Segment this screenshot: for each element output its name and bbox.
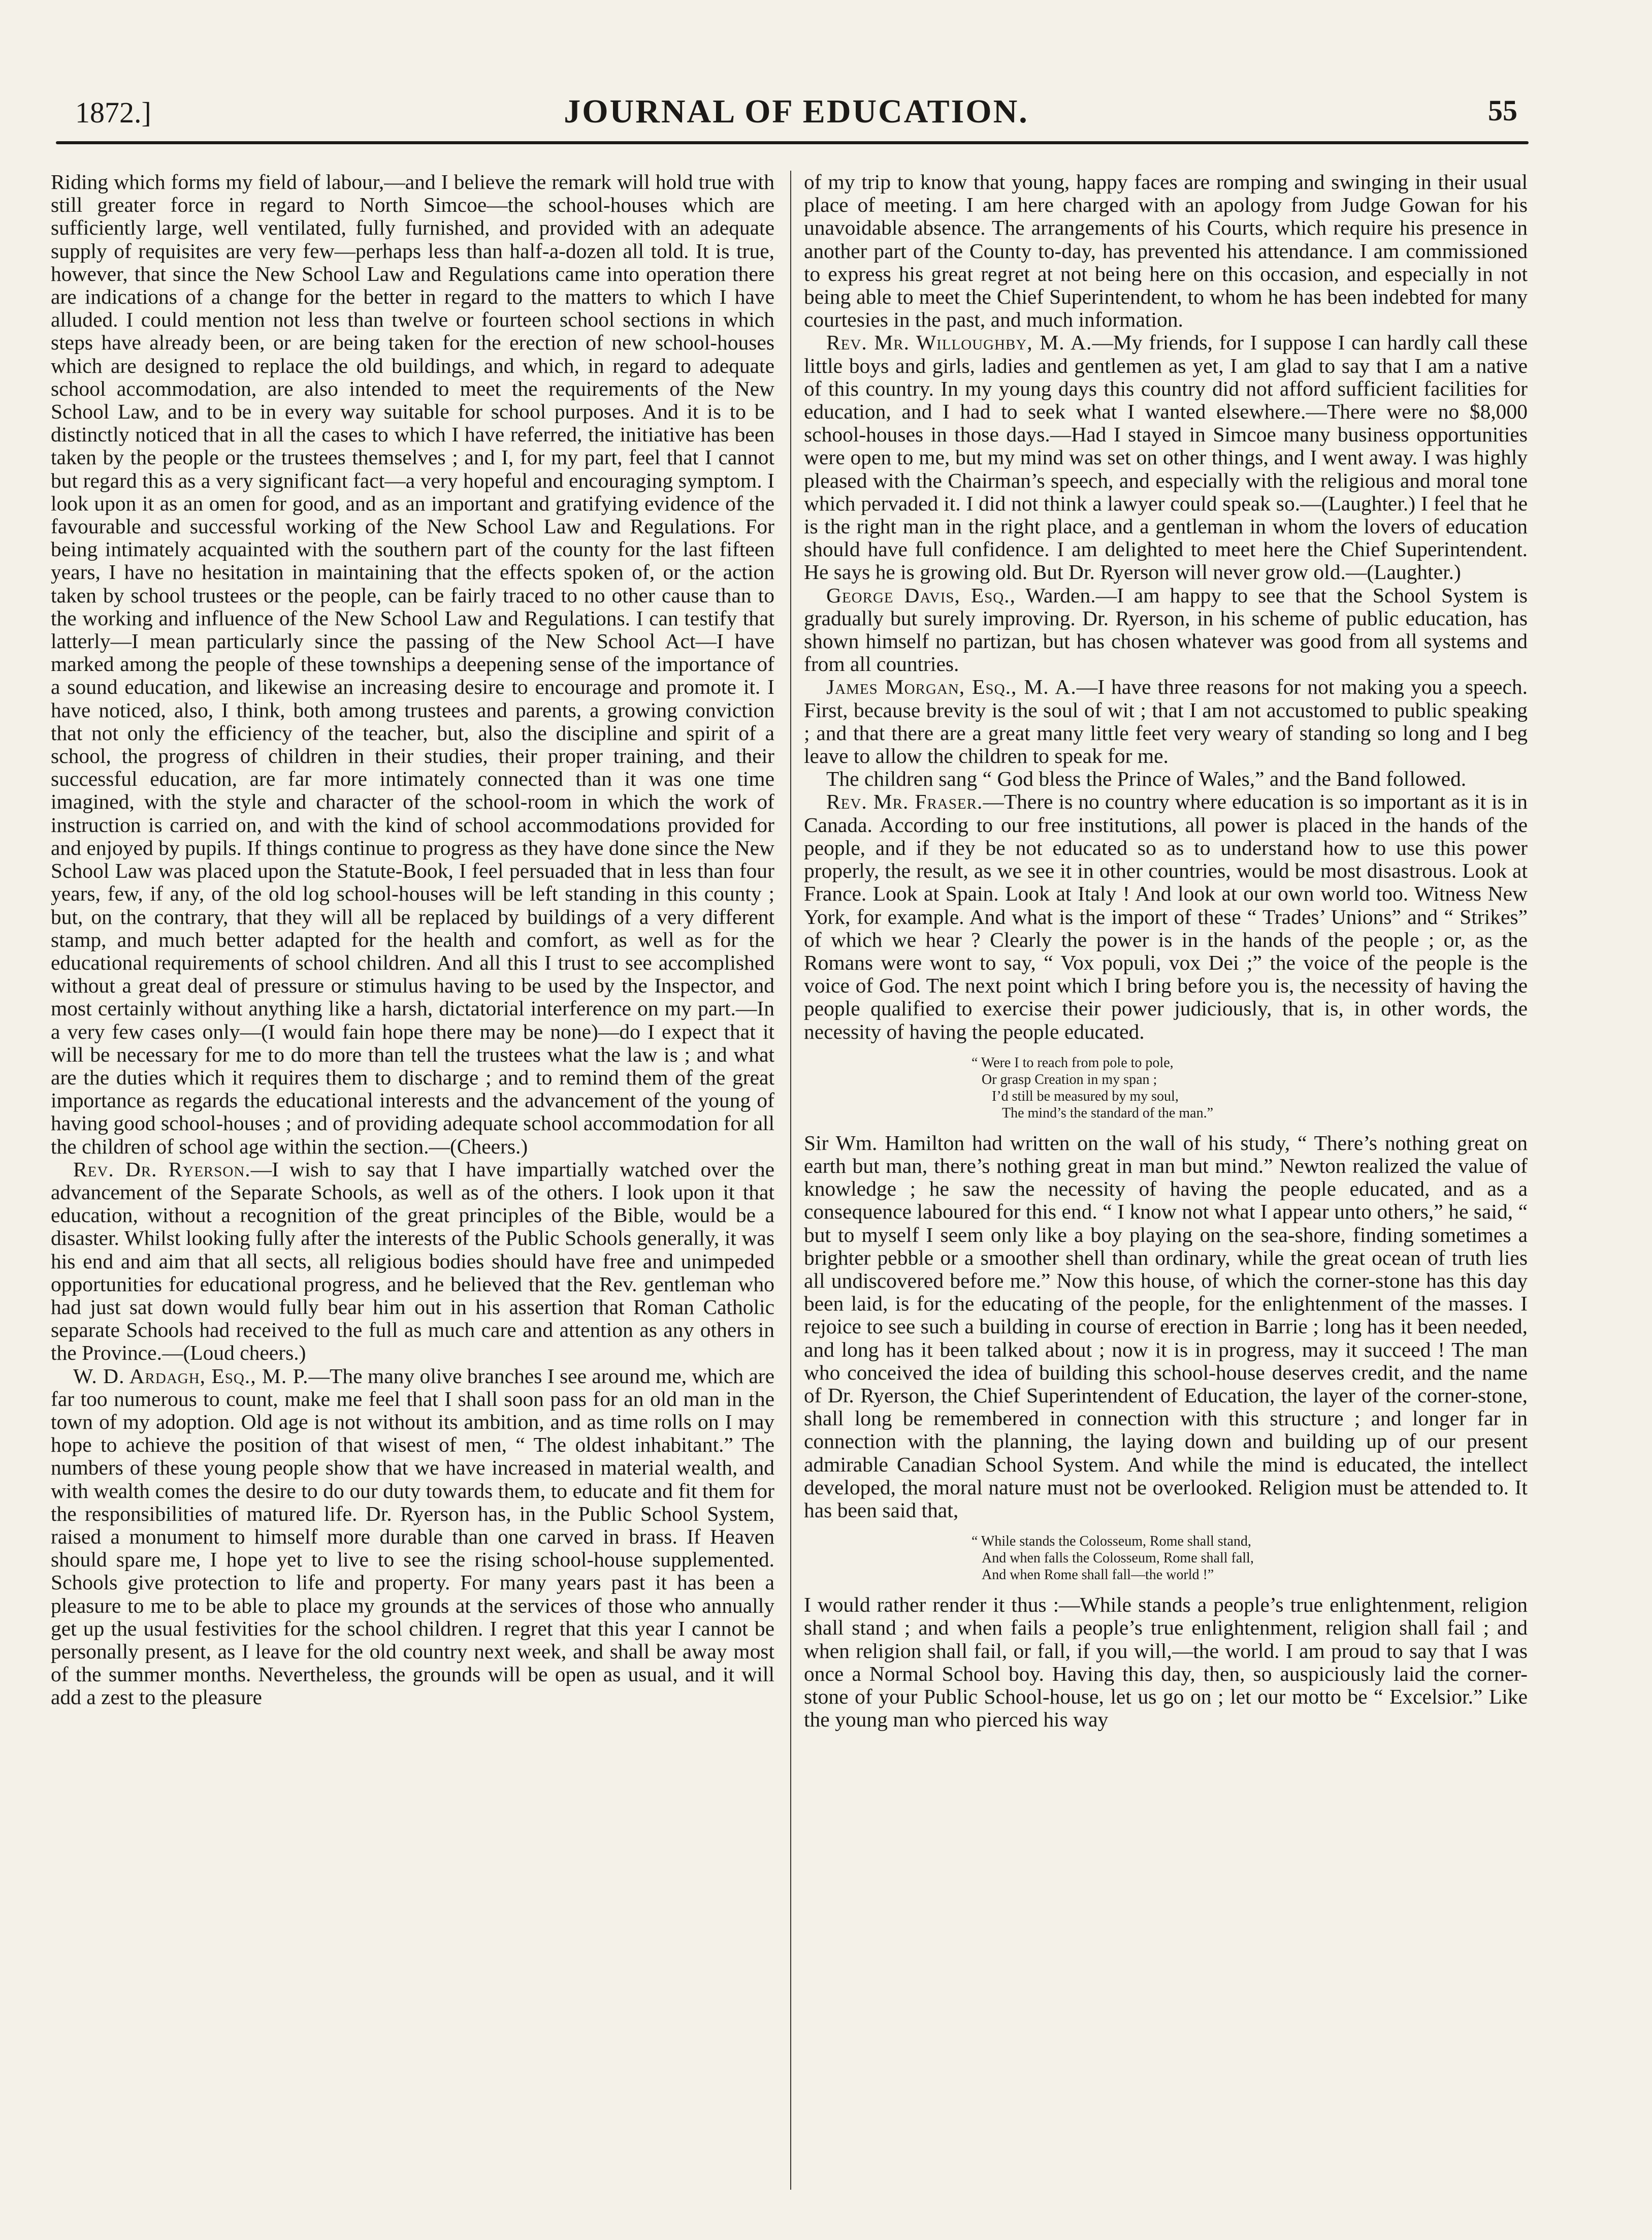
verse-quote xyxy=(804,1054,1528,1122)
paragraph xyxy=(51,1158,774,1365)
verse-quote xyxy=(804,1533,1528,1583)
verse-line: “ Were I to reach from pole to pole, xyxy=(971,1054,1174,1071)
verse-line: Or grasp Creation in my span ; xyxy=(982,1071,1157,1087)
verse-line: “ While stands the Colosseum, Rome shall stand, xyxy=(971,1533,1251,1550)
speech-text: —There is no country where education is so important as it is in Canada. According to our free institutions, all power is placed in the hands of the people, and if they be not educated so as to understand how to use this power properly, the result, as we see it in other countries, would be most disastrous. Look at France. Look at Spain. Look at Italy ! And look at our own world too. Witness New York, for example. And what is the import of these “ Trades’ Unions” and “ Strikes” of which we hear ? Clearly the power is in the hands of the people ; or, as the Romans were wont to say, “ Vox populi, vox Dei ;” the voice of the people is the voice of God. The next point which I bring before you is, the necessity of having the people qualified to exercise their power judiciously, that is, in other words, the necessity of having the people educated. xyxy=(804,790,1528,1043)
paragraph xyxy=(804,790,1528,1043)
header-rule xyxy=(56,141,1529,144)
paragraph: Riding which forms my field of labour,—and I believe the remark will hold true with still greater force in regard to North Simcoe—the school-houses which are sufficiently large, well ventilated, fully furnished, and provided with an adequate supply of requisites are very few—perhaps less than half-a-dozen all told. It is true, however, that since the New School Law and Regulations came into operation there are indications of a change for the better in regard to the matters to which I have alluded. I could mention not less than twelve or fourteen school sections in which steps have already been, or are being taken for the erection of new school-houses which are designed to replace the old buildings, and which, in regard to adequate school accommodation, are also intended to meet the requirements of the New School Law, and to be in every way suitable for school purposes. And it is to be distinctly noticed that in all the cases to which I have referred, the initiative has been taken by the people or the trustees themselves ; and I, for my part, feel that I cannot but regard this as a very significant fact—a very hopeful and encouraging symptom. I look upon it as an omen for good, and as an important and gratifying evidence of the favourable and successful working of the New School Law and Regulations. For being intimately acquainted with the southern part of the county for the last fifteen years, I have no hesitation in maintaining that the effects spoken of, or the action taken by school trustees or the people, can be fairly traced to no other cause than to the working and influence of the New School Law and Regulations. I can testify that latterly—I mean particularly since the passing of the New School Act—I have marked among the people of these townships a deepening sense of the importance of a sound education, and likewise an increasing desire to encourage and promote it. I have noticed, also, I think, both among trustees and parents, a growing conviction that not only the efficiency of the teacher, but, also the discipline and spirit of a school, the progress of children in their studies, their proper training, and their successful education, are far more intimately connected than it was one time imagined, with the style and character of the school-room in which the work of instruction is carried on, and with the kind of school accommodations provided for and enjoyed by pupils. If things continue to progress as they have done since the New School Law was placed upon the Statute-Book, I feel persuaded that in less than four years, few, if any, of the old log school-houses will be left standing in this county ; but, on the contrary, that they will all be replaced by buildings of a very different stamp, and much better adapted for the health and comfort, as well as for the educational requirements of school children. And all this I trust to see accomplished without a great deal of pressure or stimulus having to be used by the Inspector, and most certainly without anything like a harsh, dictatorial interference on my part.—In a very few cases only—(I would fain hope there may be none)—do I expect that it will be necessary for me to do more than tell the trustees what the law is ; and what are the duties which it requires them to discharge ; and to remind them of the great importance as regards the educational interests and the advancement of the young of having good school-houses ; and of providing adequate school accommodation for all the children of school age within the section.—(Cheers.) xyxy=(51,170,774,1158)
paragraph: I would rather render it thus :—While stands a people’s true enlightenment, religion shall stand ; and when fails a people’s true enlightenment, religion shall fail ; and when religion shall fail, or fall, if you will,—the world. I am proud to say that I was once a Normal School boy. Having this day, then, so auspiciously laid the corner-stone of your Public School-house, let us go on ; let our motto be “ Excelsior.” Like the young man who pierced his way xyxy=(804,1593,1528,1732)
speaker-name: Rev. Mr. Willoughby, M. A. xyxy=(826,331,1092,355)
verse-line: And when Rome shall fall—the world !” xyxy=(982,1567,1214,1583)
speaker-name: Rev. Dr. Ryerson. xyxy=(73,1157,251,1181)
journal-title: JOURNAL OF EDUCATION. xyxy=(564,93,1029,130)
speech-text: Warden.—I am happy to see that the School System is gradually but surely improving. Dr. Ryerson, in his scheme of public education, has shown himself no partizan, but has chosen whatever was good from all systems and from all countries. xyxy=(804,583,1528,676)
paragraph xyxy=(51,1365,774,1709)
left-column xyxy=(51,171,774,1709)
speech-text: —My friends, for I suppose I can hardly call these little boys and girls, ladies and gentlemen as yet, I am glad to say that I am a native of this country. In my young days this country did not afford sufficient facilities for education, and I had to seek what I wanted elsewhere.—There were no $8,000 school-houses in those days.—Had I stayed in Simcoe many business opportunities were open to me, but my mind was set on other things, and I went away. I was highly pleased with the Chairman’s speech, and especially with the religious and moral tone which pervaded it. I did not think a lawyer could speak so.—(Laughter.) I feel that he is the right man in the right place, and a gentleman in whom the lovers of education should have full confidence. I am delighted to meet here the Chief Superintendent. He says he is growing old. But Dr. Ryerson will never grow old.—(Laughter.) xyxy=(804,331,1528,584)
paragraph xyxy=(804,331,1528,584)
header-year: 1872.] xyxy=(75,96,151,129)
paragraph xyxy=(804,676,1528,767)
speaker-name: W. D. Ardagh, Esq., M. P. xyxy=(73,1364,309,1388)
verse-line: The mind’s the standard of the man.” xyxy=(1002,1105,1213,1121)
speech-text: —I wish to say that I have impartially watched over the advancement of the Separate Schools, as well as of the others. I look upon it that education, without a recognition of the great principles of the Bible, would be a disaster. Whilst looking fully after the interests of the Public Schools generally, it was his end and aim that all sects, all religious bodies should have free and unimpeded opportunities for educational progress, and he believed that the Rev. gentleman who had just sat down would fully bear him out in his assertion that Roman Catholic separate Schools had received to the full as much care and attention as any others in the Province.—(Loud cheers.) xyxy=(51,1157,774,1365)
page-header xyxy=(75,90,1517,146)
speech-text: —I have three reasons for not making you a speech. First, because brevity is the soul of wit ; that I am not accustomed to public speaking ; and that there are a great many little feet very weary of standing so long and I beg leave to allow the children to speak for me. xyxy=(804,675,1528,768)
speaker-name: Rev. Mr. Fraser. xyxy=(826,790,983,814)
right-column xyxy=(804,171,1528,1731)
page-number: 55 xyxy=(1488,94,1517,127)
paragraph xyxy=(804,584,1528,676)
speech-text: —The many olive branches I see around me, which are far too numerous to count, make me feel that I shall soon pass for an old man in the town of my adoption. Old age is not without its ambition, and as time rolls on I may hope to achieve the position of that wisest of men, “ The oldest inhabitant.” The numbers of these young people show that we have increased in material wealth, and with wealth comes the desire to do our duty towards them, to educate and fit them for the responsibilities of matured life. Dr. Ryerson has, in the Public School System, raised a monument to himself more durable than one carved in brass. If Heaven should spare me, I hope yet to live to see the rising school-house supplemented. Schools give protection to life and property. For many years past it has been a pleasure to me to be able to place my grounds at the services of those who annually get up the usual festivities for the school children. I regret that this year I cannot be personally present, as I leave for the old country next week, and shall be away most of the summer months. Nevertheless, the grounds will be open as usual, and it will add a zest to the pleasure xyxy=(51,1364,774,1709)
verse-line: I’d still be measured by my soul, xyxy=(992,1088,1179,1104)
column-divider xyxy=(790,171,791,2190)
paragraph: The children sang “ God bless the Prince of Wales,” and the Band followed. xyxy=(826,767,1467,791)
speaker-name: James Morgan, Esq., M. A. xyxy=(826,675,1077,699)
verse-line: And when falls the Colosseum, Rome shall fall, xyxy=(982,1550,1254,1566)
paragraph: Sir Wm. Hamilton had written on the wall of his study, “ There’s nothing great on earth but man, there’s nothing great in man but mind.” Newton realized the value of knowledge ; he saw the necessity of having the people educated, and as a consequence laboured for this end. “ I know not what I appear unto others,” he said, “ but to myself I seem only like a boy playing on the sea-shore, finding sometimes a brighter pebble or a smoother shell than ordinary, while the great ocean of truth lies all undiscovered before me.” Now this house, of which the corner-stone has this day been laid, is for the educating of the people, for the enlightenment of the masses. I rejoice to see such a building in course of erection in Barrie ; long has it been needed, and long has it been talked about ; now it is in progress, may it succeed ! The man who conceived the idea of building this school-house deserves credit, and the name of Dr. Ryerson, the Chief Superintendent of Education, the layer of the corner-stone, shall long be remembered in connection with this structure ; and longer far in connection with the planning, the laying down and building up of our present admirable Canadian School System. And while the mind is educated, the intellect developed, the moral nature must not be overlooked. Religion must be attended to. It has been said that, xyxy=(804,1131,1528,1522)
speaker-name: George Davis, Esq., xyxy=(826,583,1016,607)
paragraph: of my trip to know that young, happy faces are romping and swinging in their usual place of meeting. I am here charged with an apology from Judge Gowan for his unavoidable absence. The arrangements of his Courts, which require his presence in another part of the County to-day, has prevented his attendance. I am commissioned to express his great regret at not being here on this occasion, and especially in not being able to meet the Chief Superintendent, to whom he has been indebted for many courtesies in the past, and much information. xyxy=(804,170,1528,332)
